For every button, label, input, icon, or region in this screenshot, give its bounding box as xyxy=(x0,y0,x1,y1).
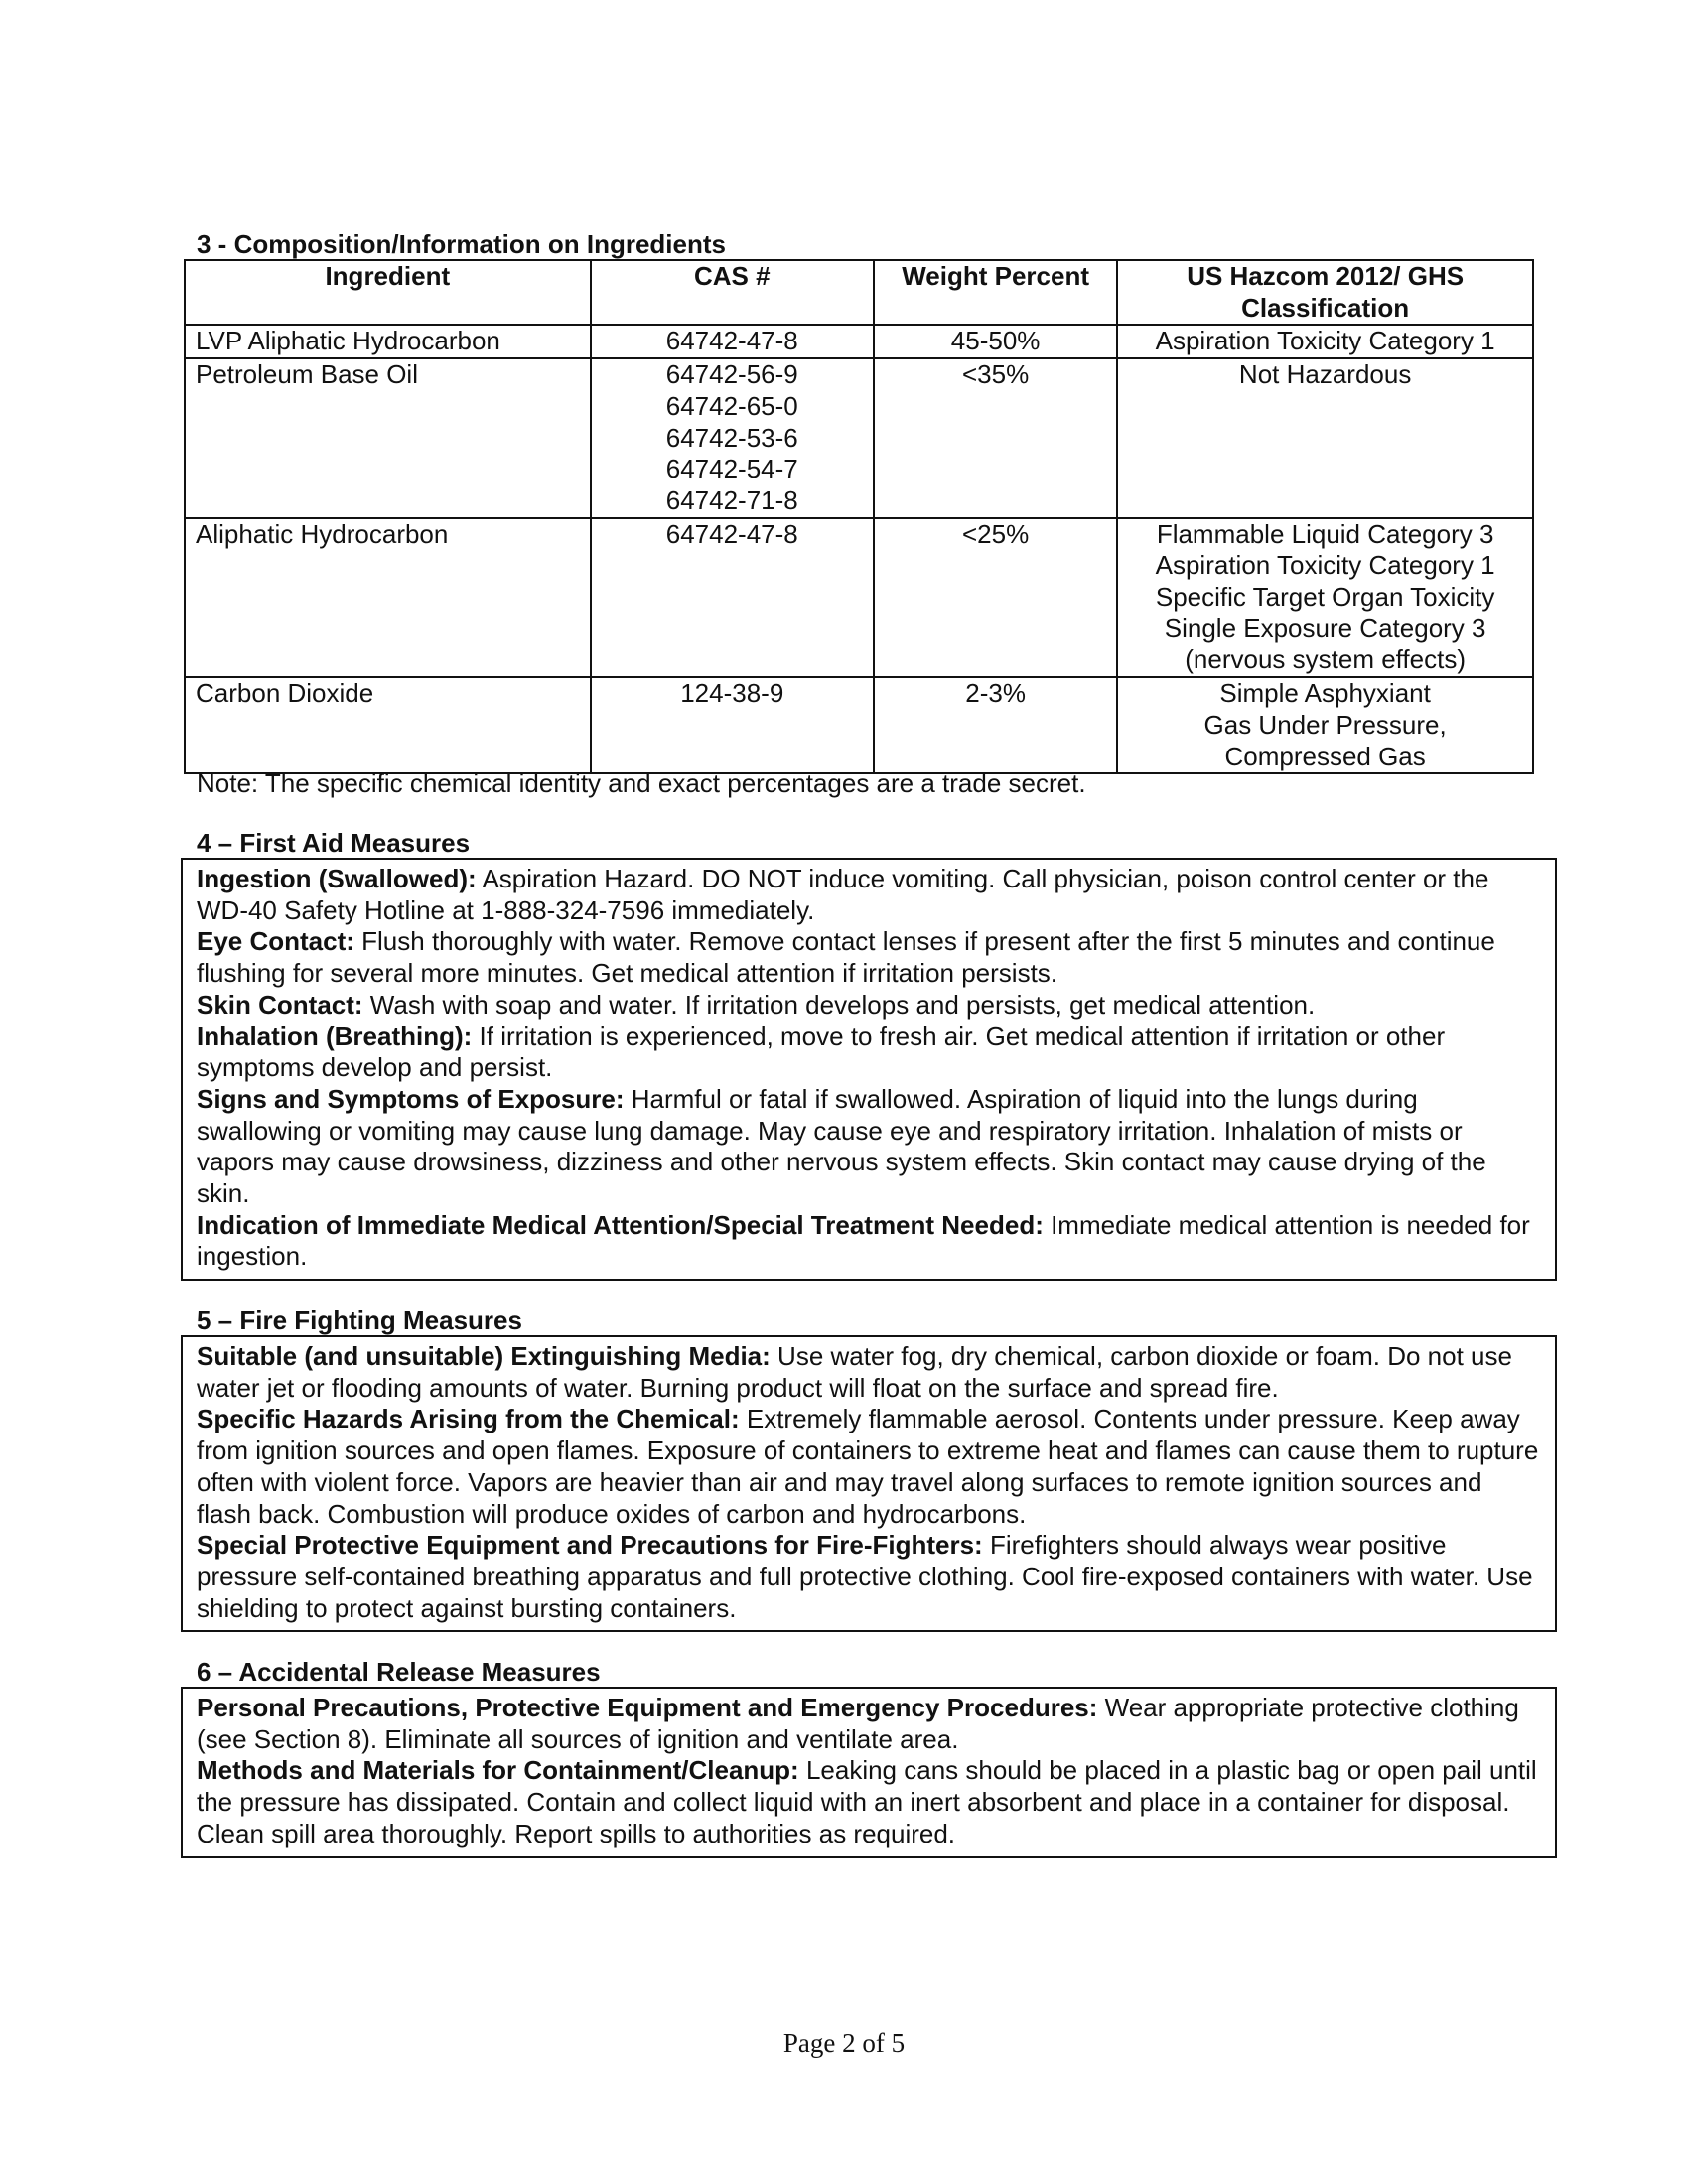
accidental-release-box xyxy=(181,1687,1557,1858)
section-5-title: 5 – Fire Fighting Measures xyxy=(197,1305,522,1335)
fire-fighting-item: Specific Hazards Arising from the Chemical: Extremely flammable aerosol. Contents under pressure. Keep away from ignition sources and open flames. Exposure of containers to extreme heat and flames can cause them to rupture often with violent force. Vapors are heavier than air and may travel along surfaces to remote ignition sources and flash back. Combustion will produce oxides of carbon and hydrocarbons. xyxy=(197,1404,1539,1529)
accidental-release-item: Methods and Materials for Containment/Cleanup: Leaking cans should be placed in a plastic bag or open pail until the pressure has dissipated. Contain and collect liquid with an inert absorbent and place in a container for disposal. Clean spill area thoroughly. Report spills to authorities as required. xyxy=(197,1755,1537,1848)
first-aid-item: Skin Contact: Wash with soap and water. If irritation develops and persists, get medical attention. xyxy=(197,989,1316,1020)
cas-cell: 64742-47-8 xyxy=(591,325,874,358)
fire-fighting-box xyxy=(181,1335,1557,1632)
classification-cell: Not Hazardous xyxy=(1117,358,1533,518)
table-header-row xyxy=(185,260,1533,325)
first-aid-item: Inhalation (Breathing): If irritation is experienced, move to fresh air. Get medical attention if irritation or other symptoms develop and persist. xyxy=(197,1021,1446,1083)
trade-secret-note: Note: The specific chemical identity and exact percentages are a trade secret. xyxy=(197,768,1086,798)
first-aid-item: Eye Contact: Flush thoroughly with water. Remove contact lenses if present after the first 5 minutes and continue flushing for several more minutes. Get medical attention if irritation persists. xyxy=(197,926,1495,989)
section-3-title: 3 - Composition/Information on Ingredients xyxy=(197,229,726,259)
accidental-release-item: Personal Precautions, Protective Equipment and Emergency Procedures: Wear appropriate protective clothing (see Section 8). Eliminate all sources of ignition and ventilate area. xyxy=(197,1693,1519,1754)
weight-cell: 2-3% xyxy=(874,677,1117,773)
header-classification: US Hazcom 2012/ GHS Classification xyxy=(1117,260,1533,325)
ingredient-cell: Aliphatic Hydrocarbon xyxy=(185,518,591,678)
header-weight-percent: Weight Percent xyxy=(874,260,1117,325)
table-row xyxy=(185,325,1533,358)
page-number: Page 2 of 5 xyxy=(782,2028,906,2058)
first-aid-item: Indication of Immediate Medical Attention/Special Treatment Needed: Immediate medical attention is needed for ingestion. xyxy=(197,1209,1530,1272)
weight-cell: 45-50% xyxy=(874,325,1117,358)
ingredient-cell: LVP Aliphatic Hydrocarbon xyxy=(185,325,591,358)
ingredient-cell: Carbon Dioxide xyxy=(185,677,591,773)
fire-fighting-item: Special Protective Equipment and Precautions for Fire-Fighters: Firefighters should always wear positive pressure self-contained breathing apparatus and full protective clothing. Cool fire-exposed containers with water. Use shielding to protect against bursting containers. xyxy=(197,1530,1533,1623)
header-ingredient: Ingredient xyxy=(185,260,591,325)
ingredients-table xyxy=(184,259,1534,774)
first-aid-item: Signs and Symptoms of Exposure: Harmful or fatal if swallowed. Aspiration of liquid into the lungs during swallowing or vomiting may cause lung damage. May cause eye and respiratory irritation. Inhalation of mists or vapors may cause drowsiness, dizziness and other nervous system effects. Skin contact may cause drying of the skin. xyxy=(197,1083,1486,1209)
classification-cell: Flammable Liquid Category 3 Aspiration Toxicity Category 1 Specific Target Organ Toxicity Single Exposure Category 3 (nervous system effects) xyxy=(1117,518,1533,678)
classification-cell: Simple Asphyxiant Gas Under Pressure, Compressed Gas xyxy=(1117,677,1533,773)
cas-cell: 64742-56-9 64742-65-0 64742-53-6 64742-54-7 64742-71-8 xyxy=(591,358,874,518)
first-aid-item: Ingestion (Swallowed): Aspiration Hazard. DO NOT induce vomiting. Call physician, poison control center or the WD-40 Safety Hotline at 1-888-324-7596 immediately. xyxy=(197,864,1489,925)
table-row xyxy=(185,358,1533,518)
section-4-title: 4 – First Aid Measures xyxy=(197,828,471,858)
table-row xyxy=(185,518,1533,678)
ingredient-cell: Petroleum Base Oil xyxy=(185,358,591,518)
first-aid-box xyxy=(181,858,1557,1281)
section-6-title: 6 – Accidental Release Measures xyxy=(197,1657,601,1687)
weight-cell: <35% xyxy=(874,358,1117,518)
weight-cell: <25% xyxy=(874,518,1117,678)
header-cas: CAS # xyxy=(591,260,874,325)
fire-fighting-item: Suitable (and unsuitable) Extinguishing Media: Use water fog, dry chemical, carbon dioxide or foam. Do not use water jet or flooding amounts of water. Burning product will float on the surface and spread fire. xyxy=(197,1341,1512,1403)
cas-cell: 124-38-9 xyxy=(591,677,874,773)
table-row xyxy=(185,677,1533,773)
cas-cell: 64742-47-8 xyxy=(591,518,874,678)
classification-cell: Aspiration Toxicity Category 1 xyxy=(1117,325,1533,358)
